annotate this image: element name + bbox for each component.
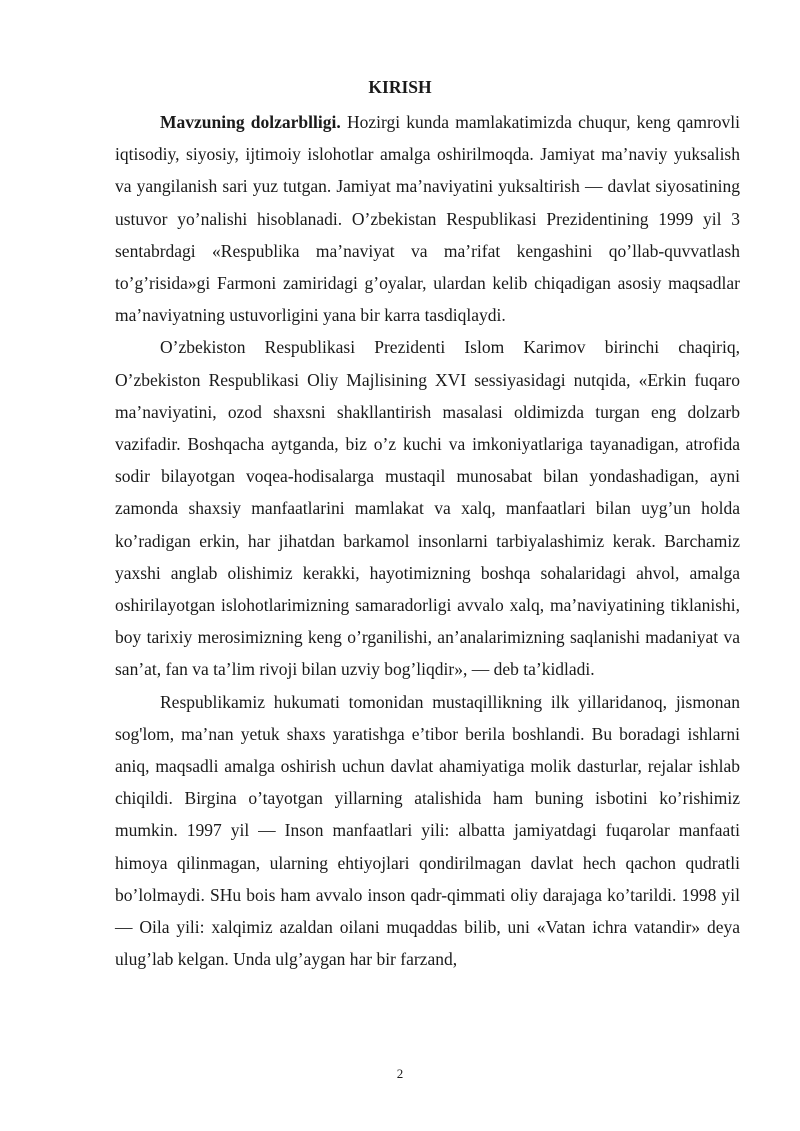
section-title: KIRISH [368, 77, 432, 97]
paragraph-2 [115, 331, 740, 685]
paragraph-lead: Mavzuning dolzarblligi. [160, 112, 341, 132]
paragraph-text: O’zbekiston Respublikasi Prezidenti Islom Karimov birinchi chaqiriq, O’zbekiston Respublikasi Oliy Majlisining XVI sessiyasidagi nutqida, «Erkin fuqaro ma’naviyatini, ozod shaxsni shakllantirish masalasi oldimizda turgan eng dolzarb vazifadir. Boshqacha aytganda, biz o’z kuchi va imkoniyatlariga tayanadigan, atrofida sodir bilayotgan voqea-hodisalarga mustaqil munosabat bilan yondashadigan, ayni zamonda shaxsiy manfaatlarini mamlakat va xalq, manfaatlari bilan uyg’un holda ko’radigan erkin, har jihatdan barkamol insonlarni tarbiyalashimiz kerak. Barchamiz yaxshi anglab olishimiz kerakki, hayotimizning boshqa sohalaridagi ahvol, amalga oshirilayotgan islohotlarimizning samaradorligi avvalo xalq, ma’naviyatining tiklanishi, boy tarixiy merosimizning keng o’rganilishi, an’analarimizning saqlanishi madaniyat va san’at, fan va ta’lim rivoji bilan uzviy bog’liqdir», — deb ta’kidladi. [115, 337, 740, 680]
paragraph-3 [115, 686, 740, 976]
paragraph-text: Hozirgi kunda mamlakatimizda chuqur, keng qamrovli iqtisodiy, siyosiy, ijtimoiy islohotlar amalga oshirilmoqda. Jamiyat ma’naviy yuksalish va yangilanish sari yuz tutgan. Jamiyat ma’naviyatini yuksaltirish — davlat siyosatining ustuvor yo’nalishi hisoblanadi. O’zbekistan Respublikasi Prezidentining 1999 yil 3 sentabrdagi «Respublika ma’naviyat va ma’rifat kengashini qo’llab-quvvatlash to’g’risida»gi Farmoni zamiridagi g’oyalar, ulardan kelib chiqadigan asosiy maqsadlar ma’naviyatning ustuvorligini yana bir karra tasdiqlaydi. [115, 112, 741, 326]
document-body [115, 106, 740, 975]
paragraph-1 [115, 106, 740, 331]
page-number: 2 [396, 1066, 404, 1081]
paragraph-text: Respublikamiz hukumati tomonidan mustaqillikning ilk yillaridanoq, jismonan sog'lom, ma’nan yetuk shaxs yaratishga e’tibor berila boshlandi. Bu boradagi ishlarni aniq, maqsadli amalga oshirish uchun davlat ahamiyatiga molik dasturlar, rejalar ishlab chiqildi. Birgina o’tayotgan yillarning atalishida ham buning isbotini ko’rishimiz mumkin. 1997 yil — Inson manfaatlari yili: albatta jamiyatdagi fuqarolar manfaati himoya qilinmagan, ularning ehtiyojlari qondirilmagan davlat hech qachon qudratli bo’lolmaydi. SHu bois ham avvalo inson qadr-qimmati oliy darajaga ko’tarildi. 1998 yil — Oila yili: xalqimiz azaldan oilani muqaddas bilib, uni «Vatan ichra vatandir» deya ulug’lab kelgan. Unda ulg’aygan har bir farzand, [115, 691, 740, 970]
